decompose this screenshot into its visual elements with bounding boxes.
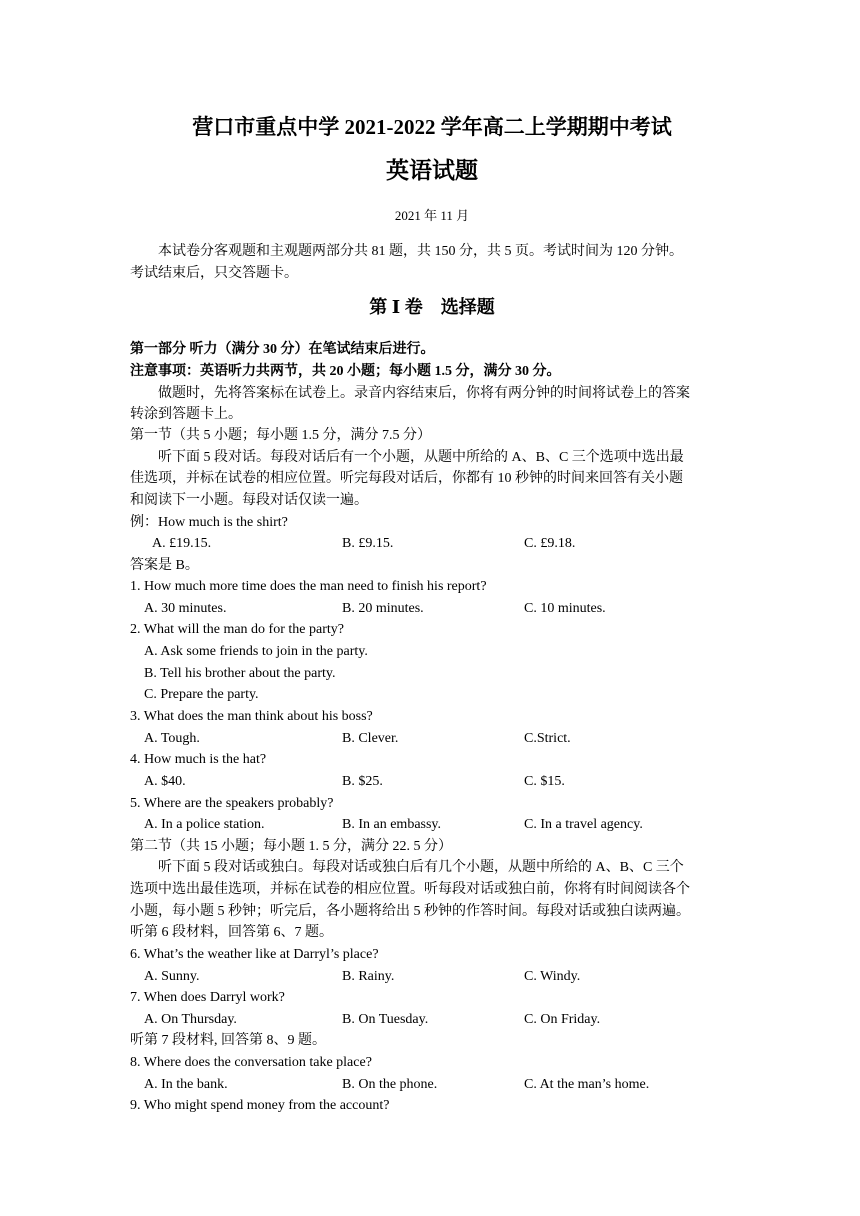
option-b: B. On Tuesday. [342, 1012, 429, 1027]
part1-instruction: 做题时，先将答案标在试卷上。录音内容结束后，你将有两分钟的时间将试卷上的答案 [158, 386, 690, 401]
question-text: 8. Where does the conversation take place? [130, 1055, 372, 1070]
option-b: B. Tell his brother about the party. [144, 666, 336, 681]
option-c: C.Strict. [524, 731, 571, 746]
section2-directions: 小题，每小题 5 秒钟；听完后，各小题将给出 5 秒钟的作答时间。每段对话或独白读两遍。 [130, 904, 690, 919]
question-options [130, 600, 734, 618]
part1-notice: 注意事项：英语听力共两节，共 20 小题；每小题 1.5 分，满分 30 分。 [130, 364, 561, 379]
option-c: C. At the man’s home. [524, 1077, 650, 1092]
question-text: 5. Where are the speakers probably? [130, 796, 334, 811]
option-c: C. Prepare the party. [144, 687, 259, 702]
exam-subtitle: 英语试题 [386, 158, 478, 183]
intro-line: 考试结束后，只交答题卡。 [130, 266, 298, 281]
question-text: 6. What’s the weather like at Darryl’s place? [130, 947, 379, 962]
option-c: C. Windy. [524, 969, 581, 984]
option-a: A. $40. [144, 774, 186, 789]
section2-heading: 第二节（共 15 小题；每小题 1. 5 分，满分 22. 5 分） [130, 839, 452, 854]
question-text: 2. What will the man do for the party? [130, 622, 344, 637]
example-answer: 答案是 B。 [130, 558, 199, 573]
intro-line: 本试卷分客观题和主观题两部分共 81 题，共 150 分，共 5 页。考试时间为 120 分钟。 [158, 244, 683, 259]
option-a: A. In the bank. [144, 1077, 228, 1092]
material-heading: 听第 7 段材料, 回答第 8、9 题。 [130, 1033, 326, 1048]
option-a: A. In a police station. [144, 817, 265, 832]
part1-heading: 第一部分 听力（满分 30 分）在笔试结束后进行。 [130, 342, 435, 357]
option-a: A. 30 minutes. [144, 601, 227, 616]
question-text: 1. How much more time does the man need to finish his report? [130, 579, 487, 594]
option-b: B. Rainy. [342, 969, 395, 984]
section1-directions: 和阅读下一小题。每段对话仅读一遍。 [130, 493, 368, 508]
section1-directions: 听下面 5 段对话。每段对话后有一个小题，从题中所给的 A、B、C 三个选项中选出最 [158, 450, 684, 465]
option-a: A. £19.15. [152, 536, 212, 551]
question-text: 7. When does Darryl work? [130, 990, 285, 1005]
question-options [130, 730, 734, 748]
option-a: A. Ask some friends to join in the party. [144, 644, 368, 659]
option-b: B. £9.15. [342, 536, 394, 551]
section2-directions: 选项中选出最佳选项，并标在试卷的相应位置。听每段对话或独白前，你将有时间阅读各个 [130, 882, 690, 897]
option-c: C. In a travel agency. [524, 817, 643, 832]
option-a: A. Sunny. [144, 969, 200, 984]
section2-directions: 听下面 5 段对话或独白。每段对话或独白后有几个小题，从题中所给的 A、B、C 三个 [158, 860, 684, 875]
option-b: B. $25. [342, 774, 383, 789]
section1-heading: 第一节（共 5 小题；每小题 1.5 分，满分 7.5 分） [130, 428, 431, 443]
question-options [130, 1076, 734, 1094]
question-options [130, 816, 734, 834]
material-heading: 听第 6 段材料，回答第 6、7 题。 [130, 925, 333, 940]
option-c: C. 10 minutes. [524, 601, 606, 616]
question-options [130, 773, 734, 791]
option-b: B. Clever. [342, 731, 399, 746]
part1-instruction: 转涂到答题卡上。 [130, 407, 242, 422]
example-question: 例：How much is the shirt? [130, 515, 288, 530]
question-text: 4. How much is the hat? [130, 752, 267, 767]
question-options [130, 968, 734, 986]
question-options [130, 1011, 734, 1029]
exam-title: 营口市重点中学 2021-2022 学年高二上学期期中考试 [192, 115, 672, 139]
option-c: C. On Friday. [524, 1012, 601, 1027]
option-b: B. 20 minutes. [342, 601, 424, 616]
question-text: 3. What does the man think about his boss? [130, 709, 373, 724]
option-a: A. Tough. [144, 731, 200, 746]
option-a: A. On Thursday. [144, 1012, 237, 1027]
option-c: C. £9.18. [524, 536, 576, 551]
option-c: C. $15. [524, 774, 565, 789]
option-b: B. In an embassy. [342, 817, 442, 832]
example-options [130, 535, 734, 553]
option-b: B. On the phone. [342, 1077, 438, 1092]
question-text: 9. Who might spend money from the account? [130, 1098, 390, 1113]
section1-directions: 佳选项，并标在试卷的相应位置。听完每段对话后，你都有 10 秒钟的时间来回答有关小题 [130, 471, 683, 486]
exam-date: 2021 年 11 月 [394, 208, 470, 223]
section-title: 第 Ⅰ 卷 选择题 [369, 297, 495, 317]
